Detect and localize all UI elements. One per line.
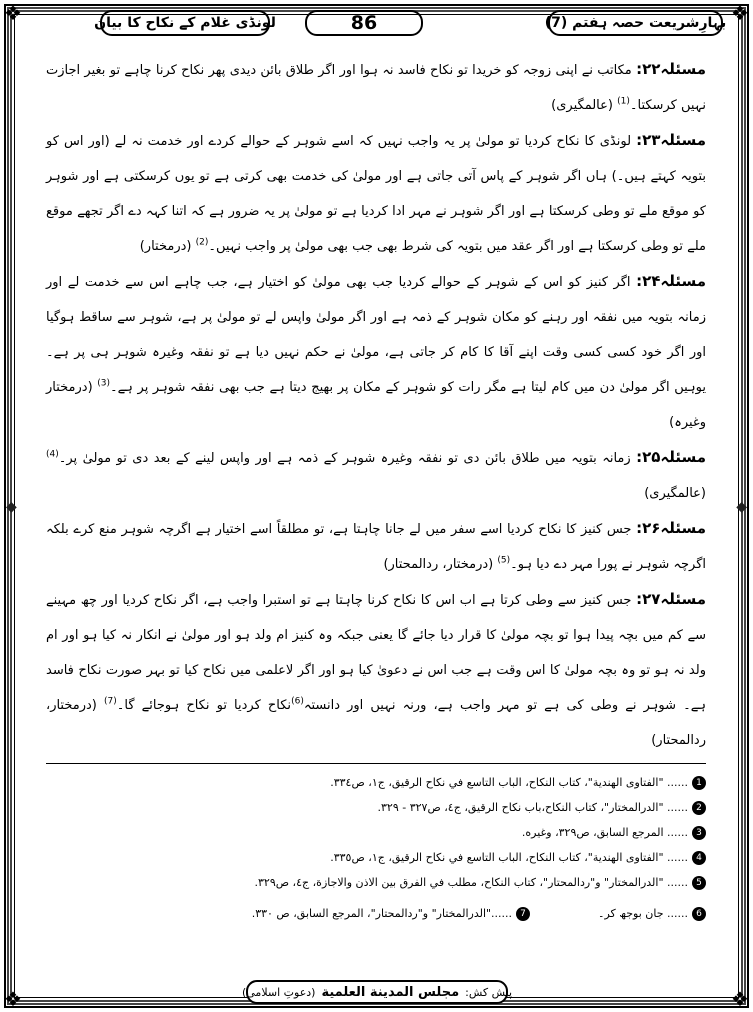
- publisher-prefix: پیش کش:: [465, 985, 513, 999]
- source-citation: (عالمگیری): [551, 98, 613, 113]
- side-ornament-icon: ◆: [6, 499, 17, 515]
- footnote-number: 5: [692, 876, 706, 890]
- footnote-ref[interactable]: (1): [617, 96, 630, 107]
- source-citation: (عالمگیری): [644, 486, 706, 501]
- footnote-text: ...... جان بوجھ کر۔: [598, 907, 688, 920]
- masala-paragraph: [46, 582, 706, 758]
- footnote-ref[interactable]: (3): [97, 378, 111, 389]
- corner-ornament-icon: ❖: [4, 987, 22, 1011]
- footnote-text: ...... "الدرالمختار"، كتاب النكاح،باب نكاح الرقيق، ج٤، ص٣٢٧ - ٣٢٩.: [377, 801, 688, 814]
- footnotes: [46, 770, 706, 926]
- page-number: 86: [305, 10, 423, 36]
- footnote-item: [46, 820, 706, 845]
- masala-text: جس کنیز کا نکاح کردیا اسے سفر میں لے جانا چاہتا ہے، تو مطلقاً اسے اختیار ہے اگرچہ شوہر منع کرے بلکہ اگرچہ شوہر نے پورا مہر دے دیا ہو۔: [46, 522, 706, 572]
- masala-heading: مسئلہ۲۳:: [636, 131, 706, 149]
- corner-ornament-icon: ❖: [731, 1, 749, 25]
- masala-text: اگر کنیز کو اس کے شوہر کے حوالے کردیا جب بھی مولیٰ کو اختیار ہے، جب چاہے اس سے خدمت لے اور زمانہ بتویہ میں نفقہ اور رہنے کو مکان شوہر کے ذمہ ہے اور اگر مولیٰ واپس لے تو مولیٰ پر ہے، شوہر سے ساقط ہوگیا اور اگر خود کسی کسی وقت اپنے آقا کا کام کر جاتی ہے، مولیٰ نے حکم نہیں دیا ہے تو نفقہ وغیرہ شوہر ہی پر ہے۔ یوہیں اگر مولیٰ دن میں کام لیتا ہے مگر رات کو شوہر کے مکان پر بھیج دیتا ہے جب بھی نفقہ شوہر پر ہے۔: [46, 275, 706, 395]
- source-citation: (درمختار وغیرہ): [46, 380, 706, 430]
- masala-paragraph: [46, 52, 706, 123]
- masala-paragraph: [46, 440, 706, 511]
- masala-paragraph: [46, 264, 706, 440]
- masala-heading: مسئلہ۲۵:: [636, 448, 706, 466]
- footnote-number: 3: [692, 826, 706, 840]
- footnote-text: ...... "الدرالمختار" و"ردالمحتار"، كتاب النكاح، مطلب في الفرق بين الاذن والاجازة، ج٤، ص٣٢٩.: [254, 876, 688, 889]
- corner-ornament-icon: ❖: [731, 987, 749, 1011]
- footnote-item: [46, 870, 706, 895]
- footnote-item: [46, 770, 706, 795]
- footnote-item: [46, 845, 706, 870]
- footnote-number: 6: [692, 907, 706, 921]
- footnote-text: ...... المرجع السابق، ص٣٢٩، وغيره.: [521, 826, 688, 839]
- page-header: [20, 8, 733, 42]
- footnote-text: ...... "الفتاوى الهندية"، كتاب النكاح، الباب التاسع في نكاح الرقيق، ج١، ص٣٣٥.: [330, 851, 688, 864]
- footnote-number: 2: [692, 801, 706, 815]
- footnote-text: ...... "الفتاوى الهندية"، كتاب النكاح، الباب التاسع في نكاح الرقيق، ج١، ص٣٣٤.: [330, 776, 688, 789]
- footnote-number: 7: [516, 907, 530, 921]
- footnote-ref[interactable]: (7): [103, 696, 117, 707]
- masala-paragraph: [46, 511, 706, 582]
- book-title: بہارِشریعت حصہ ہفتم (7): [548, 10, 723, 36]
- masala-heading: مسئلہ۲۶:: [636, 519, 706, 537]
- masala-text: لونڈی کا نکاح کردیا تو مولیٰ پر یہ واجب نہیں کہ اسے شوہر کے حوالے کردے اور خدمت نہ لے (اور اس کو بتویہ کہتے ہیں۔) ہاں اگر شوہر کے پاس آتی جاتی ہے اور مولیٰ کی خدمت بھی کرتی ہے تو یوں کرسکتی ہے اور شوہر کو موقع ملے تو وطی کرسکتا ہے اور اگر شوہر نے مہر ادا کردیا ہے تو مولیٰ پر یہ ضرور ہے کہ اتنا کہہ دے اگر تجھے موقع ملے تو وطی کرسکتا ہے اور اگر عقد میں بتویہ کی شرط بھی جب بھی مولیٰ پر واجب نہیں۔: [46, 134, 706, 254]
- publisher-name: مجلس المدينة العلمية: [321, 984, 460, 1000]
- footnote-divider: [46, 763, 706, 764]
- footnote-text: ......"الدرالمختار" و"ردالمحتار"، المرجع السابق، ص ٣٣٠.: [251, 907, 513, 920]
- source-citation: (درمختار): [139, 239, 192, 254]
- side-ornament-icon: ◆: [736, 499, 747, 515]
- masala-heading: مسئلہ۲۲:: [636, 60, 706, 78]
- source-citation: (درمختار، ردالمحتار): [383, 557, 494, 572]
- footnote-ref[interactable]: (5): [497, 555, 511, 566]
- masala-text: زمانہ بتویہ میں طلاق بائن دی تو نفقہ وغیرہ شوہر کے ذمہ ہے اور واپس لینے کے بعد دی تو مولیٰ پر۔: [58, 451, 637, 466]
- corner-ornament-icon: ❖: [4, 1, 22, 25]
- footnote-item: [46, 795, 706, 820]
- footnote-ref[interactable]: (2): [195, 237, 209, 248]
- masala-heading: مسئلہ۲۴:: [636, 272, 706, 290]
- masala-text: جس کنیز سے وطی کرتا ہے اب اس کا نکاح کرنا چاہتا ہے تو استبرا واجب ہے، اگر نکاح کردیا اور چھ مہینے سے کم میں بچہ پیدا ہوا تو بچہ مولیٰ کا قرار دیا جائے گا یعنی جبکہ وہ کنیز ام ولد ہو اور مولیٰ نے انکار نہ کیا ہو اور ام ولد نہ ہو تو وہ بچہ مولیٰ کا اس وقت ہے جب اس نے دعویٰ کیا ہو اور اگر لاعلمی میں نکاح کیا تو بہر صورت نکاح فاسد ہے۔ شوہر نے وطی کی ہے تو مہر واجب ہے، ورنہ نہیں اور دانستہ: [46, 593, 706, 713]
- source-citation: (درمختار، ردالمحتار): [46, 698, 706, 748]
- chapter-title: لونڈی غلام کے نکاح کا بیان: [100, 10, 270, 36]
- footnote-number: 4: [692, 851, 706, 865]
- publisher-banner: [241, 980, 513, 1004]
- footnote-item: [46, 901, 706, 926]
- masala-text-continued: نکاح کردیا تو نکاح ہوجائے گا۔: [116, 698, 292, 713]
- footnote-ref[interactable]: (6): [291, 696, 304, 707]
- masala-heading: مسئلہ۲۷:: [636, 590, 706, 608]
- masala-text: مکاتب نے اپنی زوجہ کو خریدا تو نکاح فاسد نہ ہوا اور اگر طلاق بائن دیدی پھر نکاح کرنا چاہے تو بغیر اجازت نہیں کرسکتا۔: [46, 63, 706, 113]
- footnote-number: 1: [692, 776, 706, 790]
- masala-paragraph: [46, 123, 706, 264]
- footnote-ref[interactable]: (4): [46, 449, 59, 460]
- publisher-suffix: (دعوتِ اسلامی): [241, 985, 316, 999]
- main-text: [46, 52, 706, 758]
